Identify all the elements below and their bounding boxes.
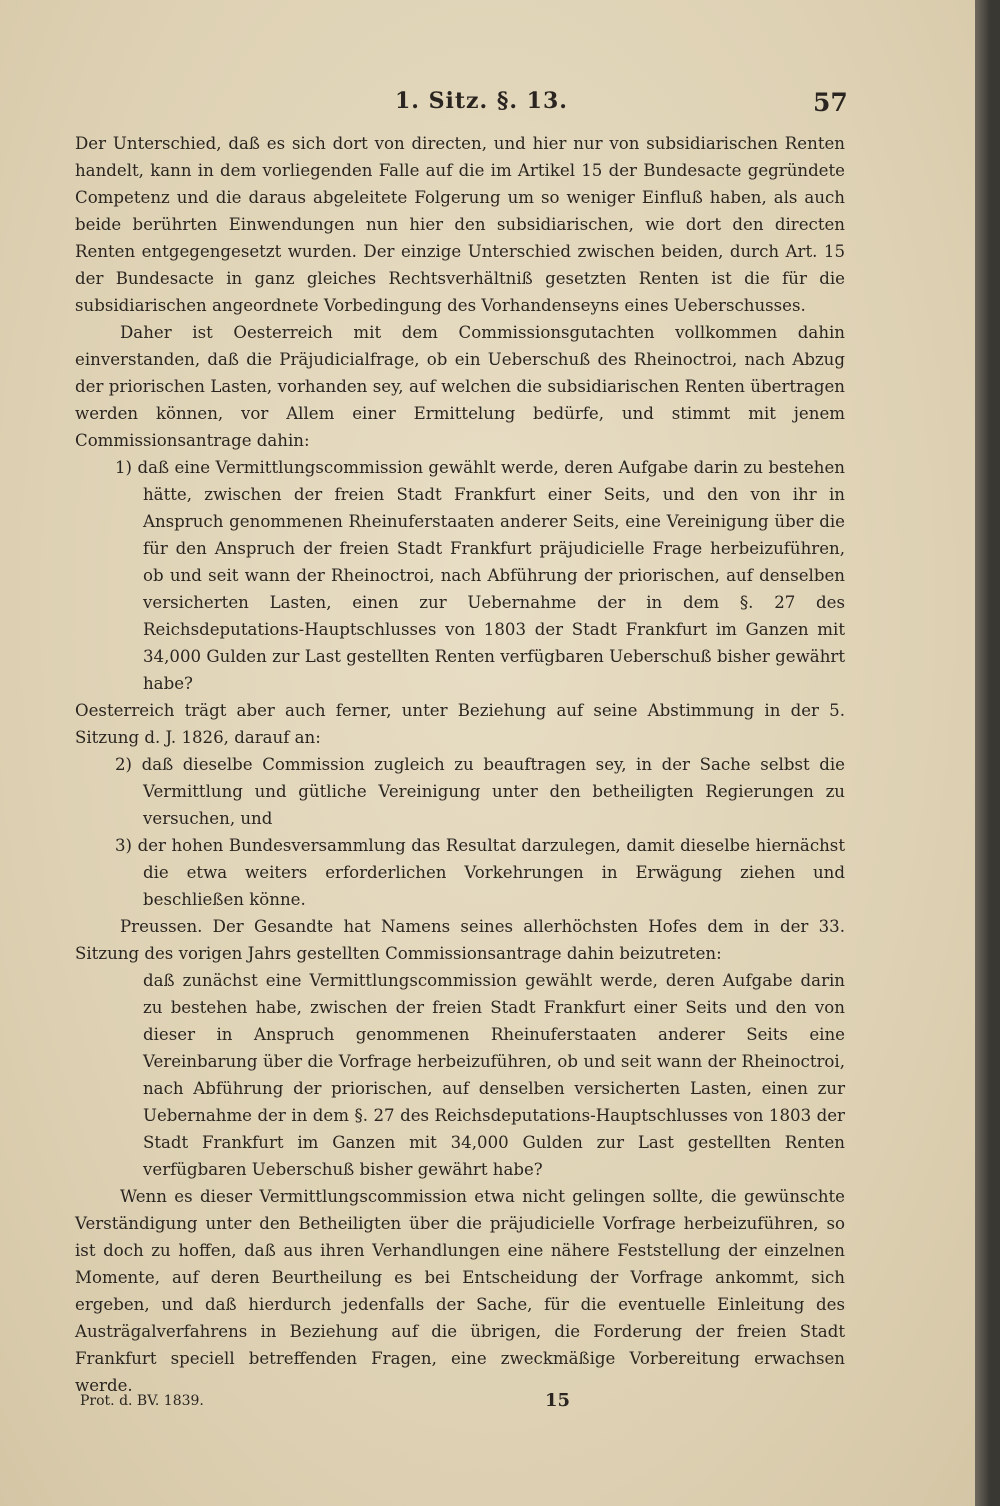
list-item: 1) daß eine Vermittlungscommission gewählt werde, deren Aufgabe darin zu bestehen hätte, zwischen der freien Stadt Frankfurt einer Seits, und den von ihr in Anspruch genommenen Rheinuferstaaten anderer Seits, eine Vereinigung über die für den Anspruch der freien Stadt Frankfurt präjudicielle Frage herbeizuführen, ob und seit wann der Rheinoctroi, nach Abführung der priorischen, auf denselben versicherten Lasten, einen zur Uebernahme der in dem §. 27 des Reichsdeputations-Hauptschlusses von 1803 der Stadt Frankfurt im Ganzen mit 34,000 Gulden zur Last gestellten Renten verfügbaren Ueberschuß bisher gewährt habe? <box>115 458 845 693</box>
paragraph: Oesterreich trägt aber auch ferner, unter Beziehung auf seine Abstimmung in der 5. Sitzung d. J. 1826, darauf an: <box>75 701 845 747</box>
signature-mark: 15 <box>545 1390 571 1411</box>
quoted-motion: daß zunächst eine Vermittlungscommission gewählt werde, deren Aufgabe darin zu bestehen habe, zwischen der freien Stadt Frankfurt einer Seits und den von dieser in Anspruch genommenen Rheinuferstaaten anderer Seits eine Vereinbarung über die Vorfrage herbeizuführen, ob und seit wann der Rheinoctroi, nach Abführung der priorischen, auf denselben versicherten Lasten, einen zur Uebernahme der in dem §. 27 des Reichsdeputations-Hauptschlusses von 1803 der Stadt Frankfurt im Ganzen mit 34,000 Gulden zur Last gestellten Renten verfügbaren Ueberschuß bisher gewährt habe? <box>143 971 845 1179</box>
list-item: 2) daß dieselbe Commission zugleich zu beauftragen sey, in der Sache selbst die Vermittlung und gütliche Vereinigung unter den betheiligten Regierungen zu versuchen, und <box>115 755 845 828</box>
paragraph: Wenn es dieser Vermittlungscommission etwa nicht gelingen sollte, die gewünschte Verständigung unter den Betheiligten über die präjudicielle Vorfrage herbeizuführen, so ist doch zu hoffen, daß aus ihren Verhandlungen eine nähere Feststellung der einzelnen Momente, auf deren Beurtheilung es bei Entscheidung der Vorfrage ankommt, sich ergeben, und daß hierdurch jedenfalls der Sache, für die eventuelle Einleitung des Austrägalverfahrens in Beziehung auf die übrigen, die Forderung der freien Stadt Frankfurt speciell betreffenden Fragen, eine zweckmäßige Vorbereitung erwachsen werde. <box>75 1187 845 1395</box>
page-number: 57 <box>813 88 848 117</box>
page-footer <box>0 1390 975 1418</box>
paragraph: Preussen. Der Gesandte hat Namens seines allerhöchsten Hofes dem in der 33. Sitzung des vorigen Jahrs gestellten Commissionsantrage dahin beizutreten: <box>75 917 845 963</box>
body-text <box>75 130 845 1399</box>
list-item: 3) der hohen Bundesversammlung das Resultat darzulegen, damit dieselbe hiernächst die etwa weiters erforderlichen Vorkehrungen in Erwägung ziehen und beschließen könne. <box>115 836 845 909</box>
page-edge <box>975 0 1000 1506</box>
running-head: 1. Sitz. §. 13. <box>395 88 568 114</box>
paragraph: Daher ist Oesterreich mit dem Commissionsgutachten vollkommen dahin einverstanden, daß die Präjudicialfrage, ob ein Ueberschuß des Rheinoctroi, nach Abzug der priorischen Lasten, vorhanden sey, auf welchen die subsidiarischen Renten übertragen werden können, vor Allem einer Ermittelung bedürfe, und stimmt mit jenem Commissionsantrage dahin: <box>75 323 845 450</box>
paragraph: Der Unterschied, daß es sich dort von directen, und hier nur von subsidiarischen Renten handelt, kann in dem vorliegenden Falle auf die im Artikel 15 der Bundesacte gegründete Competenz und die daraus abgeleitete Folgerung um so weniger Einfluß haben, als auch beide berührten Einwendungen nun hier den subsidiarischen, wie dort den directen Renten entgegengesetzt wurden. Der einzige Unterschied zwischen beiden, durch Art. 15 der Bundesacte in ganz gleiches Rechtsverhältniß gesetzten Renten ist die für die subsidiarischen angeordnete Vorbedingung des Vorhandenseyns eines Ueberschusses. <box>75 134 845 315</box>
protocol-reference: Prot. d. BV. 1839. <box>80 1393 204 1409</box>
page-header <box>0 88 975 124</box>
